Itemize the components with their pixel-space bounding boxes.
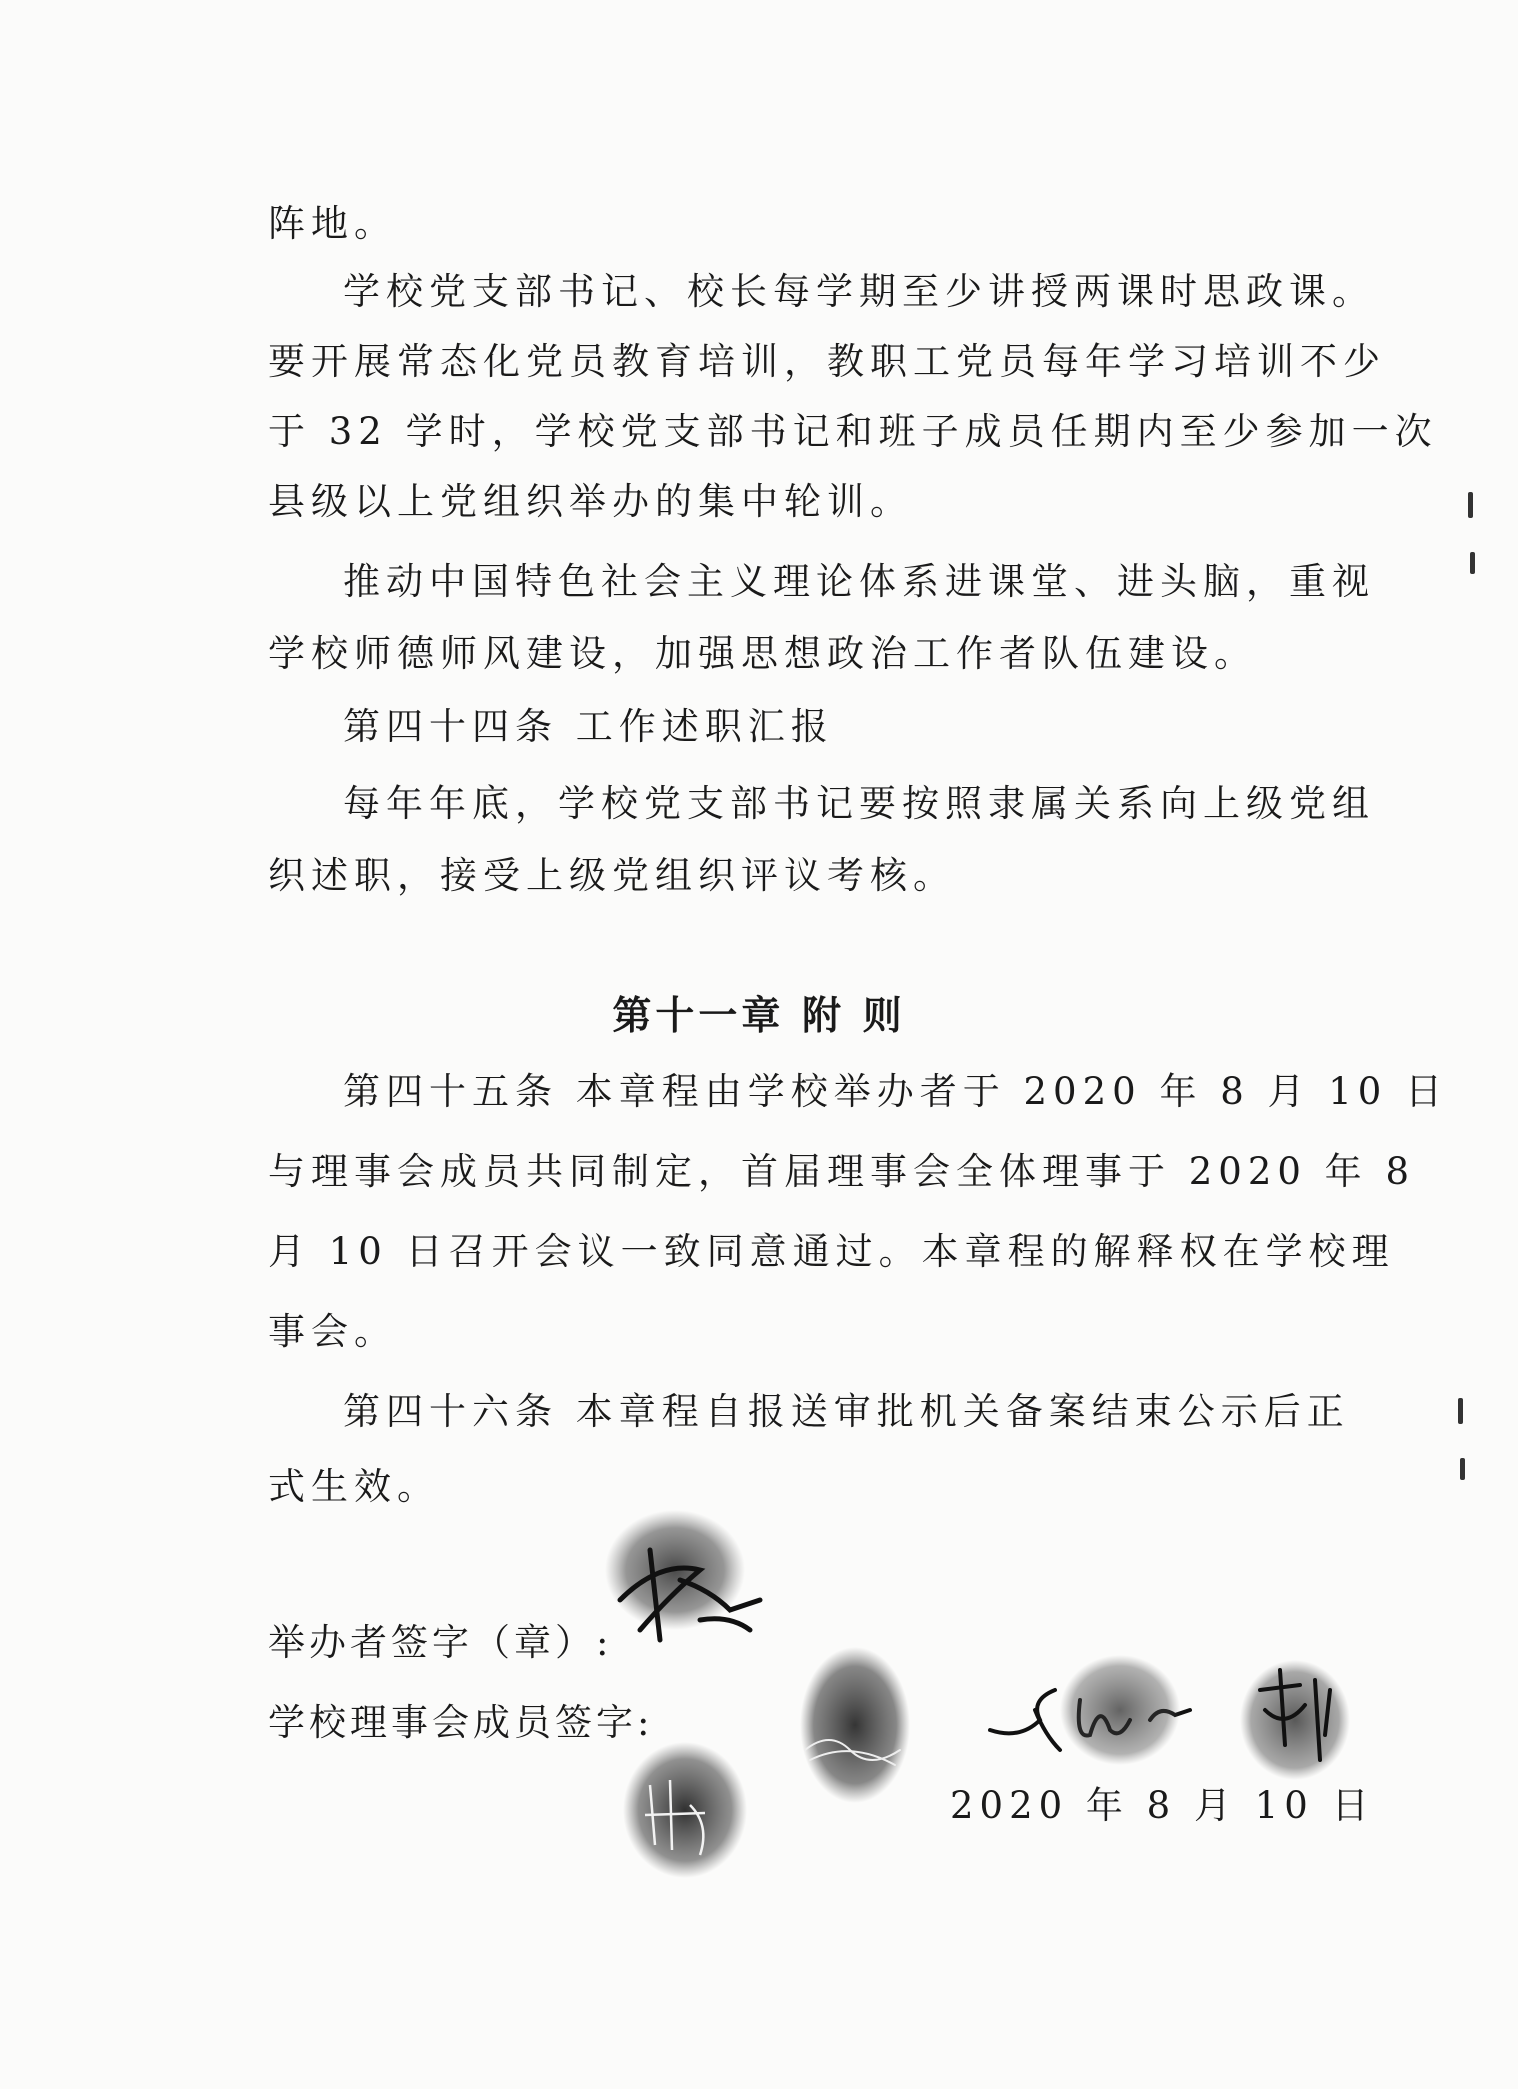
board-signature-fingerprint — [1230, 1650, 1360, 1790]
sponsor-signature-label: 举办者签字（章）: — [268, 1621, 613, 1664]
paragraph-line: 推动中国特色社会主义理论体系进课堂、进头脑，重视 — [343, 560, 1375, 603]
paragraph-line: 要开展常态化党员教育培训，教职工党员每年学习培训不少 — [268, 340, 1386, 383]
sponsor-signature-fingerprint — [580, 1500, 780, 1670]
paragraph-line: 式生效。 — [268, 1465, 440, 1508]
paragraph-line: 事会。 — [268, 1310, 397, 1353]
scan-edge-mark — [1460, 1458, 1465, 1480]
scan-edge-mark — [1458, 1398, 1463, 1424]
paragraph-line: 县级以上党组织举办的集中轮训。 — [268, 480, 913, 523]
paragraph-line: 织述职，接受上级党组织评议考核。 — [268, 854, 956, 897]
board-signature-label: 学校理事会成员签字: — [268, 1701, 654, 1744]
paragraph-line: 学校党支部书记、校长每学期至少讲授两课时思政课。 — [343, 270, 1375, 313]
paragraph-line: 于 32 学时，学校党支部书记和班子成员任期内至少参加一次 — [268, 410, 1438, 453]
board-signature-fingerprint — [610, 1735, 760, 1885]
paragraph-line: 月 10 日召开会议一致同意通过。本章程的解释权在学校理 — [268, 1230, 1395, 1273]
paragraph-line: 第四十六条 本章程自报送审批机关备案结束公示后正 — [343, 1390, 1350, 1433]
board-signature-fingerprint — [790, 1640, 920, 1810]
scan-edge-mark — [1470, 552, 1475, 574]
paragraph-line: 第四十五条 本章程由学校举办者于 2020 年 8 月 10 日 — [343, 1070, 1449, 1113]
signing-date: 2020 年 8 月 10 日 — [950, 1784, 1375, 1827]
scan-edge-mark — [1468, 492, 1473, 518]
paragraph-line: 阵地。 — [268, 202, 397, 245]
paragraph-line: 学校师德师风建设，加强思想政治工作者队伍建设。 — [268, 632, 1257, 675]
paragraph-line: 每年年底，学校党支部书记要按照隶属关系向上级党组 — [343, 782, 1375, 825]
article-title: 第四十四条 工作述职汇报 — [343, 705, 834, 748]
chapter-heading: 第十一章 附 则 — [612, 994, 906, 1039]
board-signature-fingerprint — [1050, 1645, 1190, 1775]
paragraph-line: 与理事会成员共同制定，首届理事会全体理事于 2020 年 8 — [268, 1150, 1415, 1193]
